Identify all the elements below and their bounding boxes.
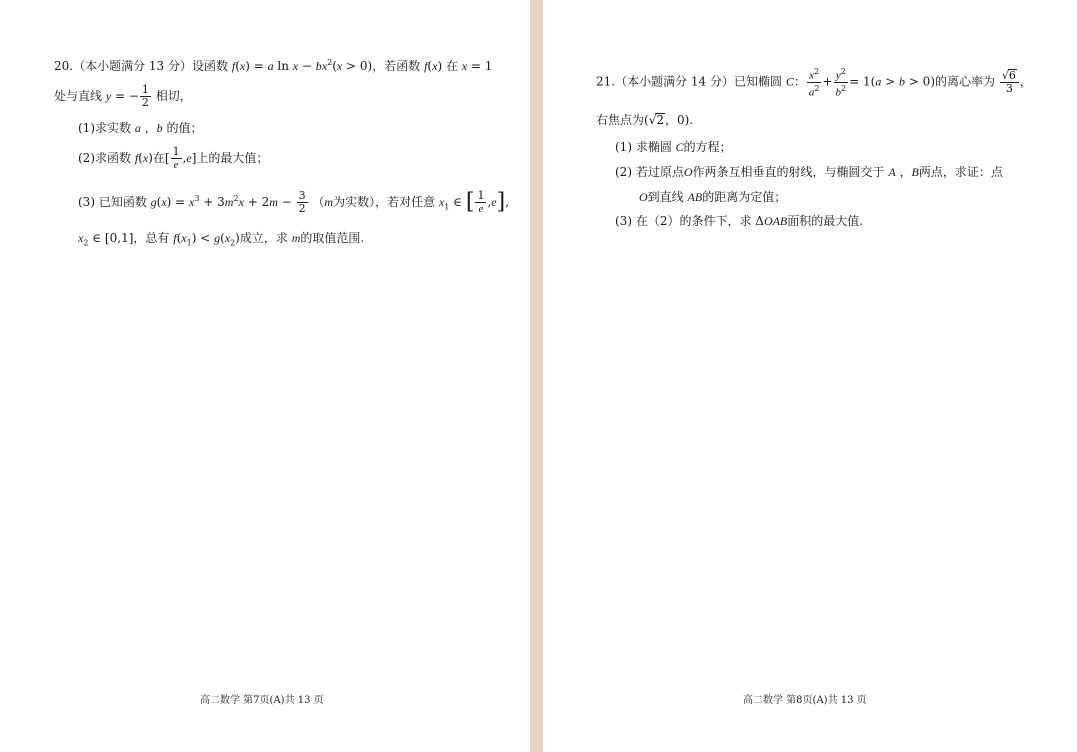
q21-part1-text: (1) 求椭圆 (615, 140, 672, 154)
right-page (543, 0, 1077, 752)
q21-text: 已知椭圆 (734, 74, 783, 89)
q21-text: ，0). (664, 113, 694, 127)
q20-stem-line1: 20.（本小题满分 13 分）设函数 f(x) = a $\ln x - bx^2(x > 0)$，若函数 f(x) 在 x = 1 (54, 58, 493, 73)
q21-part2-line1: (2) 若过原点O作两条互相垂直的射线，与椭圆交于 A ，B两点，求证：点 (615, 165, 1003, 179)
q21-number: 21. (596, 74, 616, 89)
q20-formula-f: f (231, 59, 236, 73)
q20-text: 设函数 (192, 59, 229, 73)
q20-part3-text: （ (312, 195, 325, 209)
q20-part2-text: 在 (152, 151, 165, 165)
q20-part3-text: (3) 已知函数 (78, 195, 147, 209)
fraction: $\frac{3}{2}$ (298, 189, 306, 215)
q21-stem-line1: 21.（本小题满分 14 分）已知椭圆 C： $\frac{x^2}{a^2}$ + $\frac{y^2}{b^2}$ = 1(a > b > 0)的离心率为 $\frac{√6}{3}$ ， (596, 67, 1032, 99)
q20-part1: (1)求实数 a ，b 的值； (78, 121, 203, 135)
left-page (0, 0, 530, 752)
q20-part3-text: 的取值范围. (300, 231, 365, 245)
q20-part1-text: (1)求实数 (78, 121, 131, 135)
q20-points: （本小题满分 13 分） (73, 59, 192, 73)
q20-part2: (2)求函数 f(x)在[ $\frac{1}{e}$ ,e]上的最大值； (78, 145, 269, 171)
q20-part3-text: 为实数），若对任意 (333, 195, 436, 209)
q21-stem-line2: 右焦点为(√2，0). (596, 113, 694, 127)
right-page-footer: 高二数学 第8页(A)共 13 页 (743, 695, 867, 706)
fraction: $\frac{1}{e}$ (477, 189, 485, 215)
q21-points: （本小题满分 14 分） (615, 74, 734, 89)
q21-part2-text: 到直线 (647, 190, 684, 204)
q21-part3: (3) 在（2）的条件下，求 ΔOAB面积的最大值. (615, 214, 864, 228)
q20-part3-line1: (3) 已知函数 $g(x) = x^3 + 3m^2x + 2m$ − $\frac{3}{2}$ （m为实数），若对任意 $x_1$ ∈ [ $\frac{1}{e}$ ,e], (78, 189, 510, 215)
q21-part1: (1) 求椭圆 C的方程； (615, 140, 732, 154)
q20-text: 在 (445, 59, 458, 73)
fraction: $\frac{1}{e}$ (172, 145, 180, 171)
q20-text: ，若函数 (372, 59, 421, 73)
page-divider (530, 0, 543, 752)
q20-text: 相切， (155, 89, 192, 103)
q20-part2-text: 上的最大值； (196, 151, 269, 165)
q21-part3-text: (3) 在（2）的条件下，求 (615, 214, 752, 228)
q21-part1-text: 的方程； (683, 140, 732, 154)
q20-stem-line2: 处与直线 y = − $\frac{1}{2}$ 相切， (54, 83, 192, 109)
q21-part2-line2: O到直线 AB的距离为定值； (639, 190, 787, 204)
fraction: $\frac{1}{2}$ (141, 83, 149, 109)
fraction: $\frac{x^2}{a^2}$ (808, 67, 820, 99)
q21-text: 的离心率为 (935, 74, 996, 89)
q21-text: 右焦点为( (596, 113, 649, 127)
q21-part2-text: 作两条互相垂直的射线，与椭圆交于 (692, 165, 885, 179)
fraction: $\frac{y^2}{b^2}$ (835, 67, 847, 99)
q20-part3-text: 成立，求 (239, 231, 288, 245)
q20-part1-text: 的值； (166, 121, 203, 135)
q20-part3-text: 总有 (145, 231, 170, 245)
q20-part3-line2: $x_2$ ∈ [0,1]，总有 $f(x_1) < g(x_2)$成立，求 m的取值范围. (78, 231, 365, 248)
q20-number: 20. (54, 59, 74, 73)
fraction: $\frac{√6}{3}$ (1000, 69, 1019, 95)
q21-part2-text: 两点，求证：点 (918, 165, 1003, 179)
q20-text: 处与直线 (54, 89, 103, 103)
left-page-footer: 高二数学 第7页(A)共 13 页 (200, 695, 324, 706)
q21-part2-text: 的距离为定值； (702, 190, 787, 204)
q21-part3-text: 面积的最大值. (787, 214, 864, 228)
q20-part2-text: (2)求函数 (78, 151, 131, 165)
q21-part2-text: (2) 若过原点 (615, 165, 684, 179)
